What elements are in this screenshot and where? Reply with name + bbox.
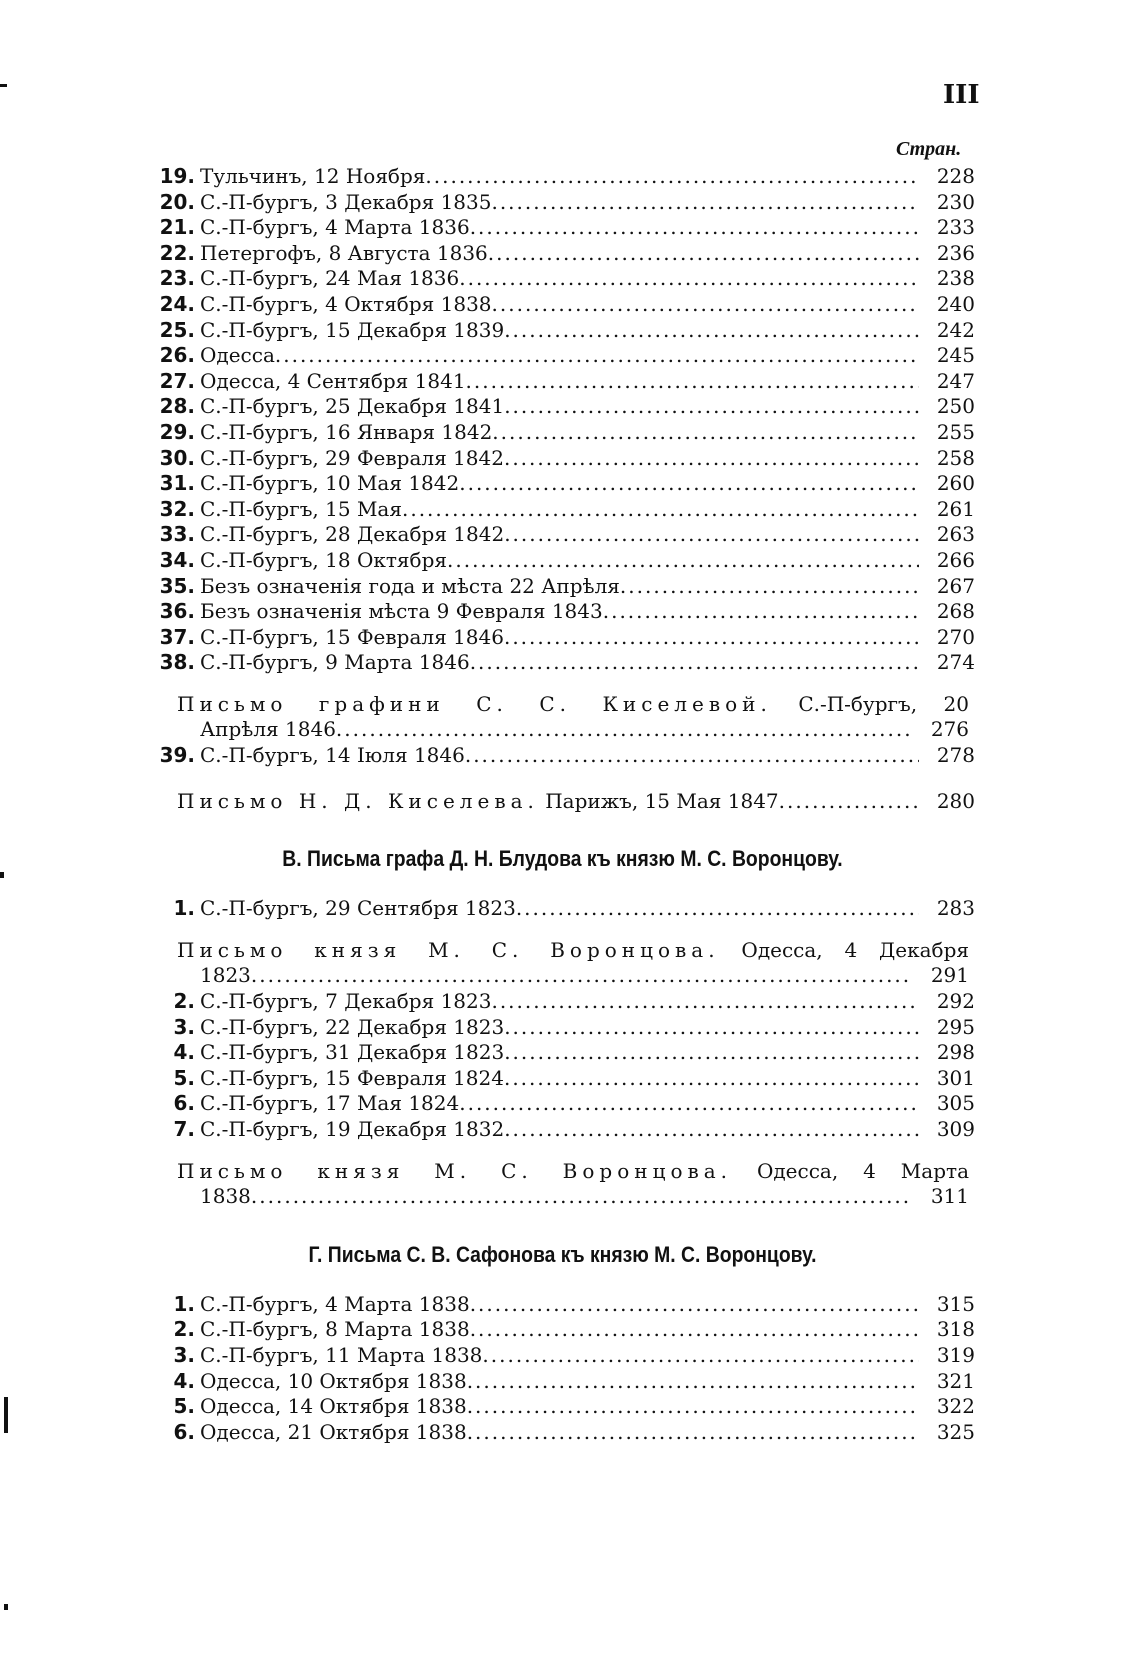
scan-edge-mark	[0, 84, 7, 87]
entry-number: 19.	[159, 164, 195, 188]
dot-leader	[492, 292, 919, 318]
page-ref: 292	[936, 989, 975, 1014]
entry-title: С.-П-бургъ, 8 Марта 1838	[200, 1317, 470, 1342]
scan-edge-mark	[4, 1397, 8, 1433]
scan-edge-mark	[0, 872, 4, 878]
toc-entry	[150, 599, 975, 625]
page-ref: 295	[936, 1014, 975, 1039]
toc-entry	[150, 420, 975, 446]
toc-entry	[150, 625, 975, 651]
page-ref: 325	[936, 1419, 975, 1444]
entry-title: Одесса, 21 Октября 1838	[200, 1419, 467, 1444]
entry-number: 30.	[159, 445, 195, 470]
entry-title: Безъ означенія года и мѣста 22 Апрѣля	[200, 573, 620, 598]
entry-title: С.-П-бургъ, 15 Февраля 1846	[200, 624, 504, 649]
toc-entry	[150, 896, 975, 922]
page-ref: 242	[936, 317, 975, 342]
entry-title: С.-П-бургъ, 14 Іюля 1846	[200, 743, 465, 768]
page-ref: 260	[936, 471, 975, 496]
dot-leader	[459, 471, 919, 497]
entry-number: 21.	[159, 215, 195, 240]
dot-leader	[402, 497, 919, 523]
page-ref: 270	[936, 624, 975, 649]
entry-number: 32.	[159, 496, 195, 521]
scan-edge-mark	[4, 1604, 8, 1610]
section-heading-b: В. Письма графа Д. Н. Блудова къ князю М. С. Воронцову.	[282, 846, 843, 872]
entry-title: Тульчинъ, 12 Ноября	[200, 164, 426, 188]
entry-title: С.-П-бургъ, 29 Сентября 1823	[200, 896, 516, 921]
page-ref: 318	[936, 1317, 975, 1342]
dot-leader	[425, 164, 919, 190]
letter-kiseleva	[150, 692, 975, 743]
toc-entry	[150, 241, 975, 267]
entry-title: С.-П-бургъ, 10 Мая 1842	[200, 471, 460, 496]
dot-leader	[470, 1317, 919, 1343]
dot-leader	[459, 266, 919, 292]
page-ref: 321	[936, 1368, 975, 1393]
dot-leader	[275, 343, 919, 369]
toc-entry	[150, 1040, 975, 1066]
dot-leader	[488, 241, 919, 267]
letter-continuation: Апрѣля 1846	[200, 717, 336, 742]
dot-leader	[504, 1040, 919, 1066]
dot-leader	[447, 548, 919, 574]
dot-leader	[504, 1117, 919, 1143]
toc-entry	[150, 1343, 975, 1369]
entry-number: 25.	[159, 317, 195, 342]
entry-number: 27.	[159, 368, 195, 393]
table-of-contents	[150, 164, 975, 1445]
entry-number: 23.	[159, 266, 195, 291]
entries-block-a	[150, 164, 975, 676]
toc-entry	[150, 989, 975, 1015]
toc-entry	[150, 1394, 975, 1420]
entry-number: 5.	[173, 1394, 195, 1419]
page-ref: 283	[936, 896, 975, 921]
dot-leader	[491, 190, 919, 216]
entry-number: 2.	[173, 1317, 195, 1342]
page-ref: 266	[936, 547, 975, 572]
entry-title: Одесса, 10 Октября 1838	[200, 1368, 467, 1393]
page-ref: 274	[936, 650, 975, 675]
letter-vorontsov-2	[150, 1159, 975, 1210]
entry-number: 36.	[159, 599, 195, 624]
dot-leader	[470, 215, 919, 241]
toc-entry	[150, 1117, 975, 1143]
dot-leader	[620, 574, 919, 600]
dot-leader	[482, 1343, 919, 1369]
page-column-label: Стран.	[896, 138, 962, 160]
entry-number: 26.	[159, 343, 195, 368]
dot-leader	[504, 1066, 919, 1092]
dot-leader	[467, 1420, 919, 1446]
page-ref: 247	[936, 368, 975, 393]
page-ref: 298	[936, 1040, 975, 1065]
entry-title: С.-П-бургъ, 29 Февраля 1842	[200, 445, 504, 470]
page-ref: 261	[936, 496, 975, 521]
dot-leader	[504, 1015, 919, 1041]
dot-leader	[504, 522, 919, 548]
dot-leader	[251, 963, 913, 989]
entry-title: С.-П-бургъ, 7 Декабря 1823	[200, 989, 492, 1014]
entry-number: 3.	[173, 1014, 195, 1039]
dot-leader	[470, 650, 919, 676]
entry-number: 34.	[159, 547, 195, 572]
entry-title: С.-П-бургъ, 15 Февраля 1824	[200, 1065, 504, 1090]
dot-leader	[251, 1184, 913, 1210]
toc-entry	[150, 574, 975, 600]
entry-number: 39.	[159, 743, 195, 768]
entry-number: 1.	[173, 1291, 195, 1316]
page-ref: 233	[936, 215, 975, 240]
entry-title: Петергофъ, 8 Августа 1836	[200, 240, 488, 265]
page-ref: 238	[936, 266, 975, 291]
dot-leader	[467, 1394, 919, 1420]
entry-title: С.-П-бургъ, 3 Декабря 1835	[200, 189, 492, 214]
entry-title: С.-П-бургъ, 9 Марта 1846	[200, 650, 470, 675]
page-ref: 236	[936, 240, 975, 265]
entry-title: С.-П-бургъ, 15 Декабря 1839	[200, 317, 505, 342]
page-ref: 301	[936, 1065, 975, 1090]
dot-leader	[459, 1091, 919, 1117]
toc-entry	[150, 522, 975, 548]
entry-number: 33.	[159, 522, 195, 547]
letter-author: Письмо Н. Д. Киселева.	[177, 788, 539, 813]
dot-leader	[504, 318, 919, 344]
entry-title: С.-П-бургъ, 11 Марта 1838	[200, 1342, 483, 1367]
letter-vorontsov-1	[150, 938, 975, 989]
entry-number: 7.	[173, 1117, 195, 1141]
page-ref: 255	[936, 419, 975, 444]
dot-leader	[465, 743, 919, 769]
toc-entry	[150, 266, 975, 292]
page-ref: 268	[936, 599, 975, 624]
entry-number: 22.	[159, 240, 195, 265]
dot-leader	[491, 989, 919, 1015]
entry-title: Одесса, 4 Сентября 1841	[200, 368, 466, 393]
toc-entry	[150, 1420, 975, 1446]
page-ref: 311	[930, 1184, 969, 1209]
toc-entry	[150, 548, 975, 574]
toc-entry	[150, 1015, 975, 1041]
letter-continuation: 1838	[200, 1184, 251, 1209]
page-ref: 278	[936, 743, 975, 768]
page-ref: 319	[936, 1342, 975, 1367]
toc-entry	[150, 164, 975, 190]
entry-number: 2.	[173, 989, 195, 1014]
toc-entry	[150, 394, 975, 420]
entry-number: 38.	[159, 650, 195, 675]
page-ref: 245	[936, 343, 975, 368]
entry-title: С.-П-бургъ, 31 Декабря 1823	[200, 1040, 505, 1065]
toc-entry	[150, 1317, 975, 1343]
entry-number: 6.	[173, 1419, 195, 1444]
toc-entry	[150, 650, 975, 676]
entry-number: 5.	[173, 1065, 195, 1090]
entry-title: С.-П-бургъ, 4 Марта 1838	[200, 1291, 470, 1316]
dot-leader	[504, 446, 919, 472]
page-ref: 263	[936, 522, 975, 547]
dot-leader	[603, 599, 919, 625]
entry-number: 20.	[159, 189, 195, 214]
entry-number: 4.	[173, 1368, 195, 1393]
page-number: III	[943, 80, 980, 110]
toc-entry	[150, 343, 975, 369]
dot-leader	[336, 717, 913, 743]
toc-entry	[150, 190, 975, 216]
toc-entry	[150, 497, 975, 523]
letter-author: Письмо князя М. С. Воронцова.	[177, 1158, 733, 1183]
entry-title: С.-П-бургъ, 4 Марта 1836	[200, 215, 470, 240]
toc-entry	[150, 1292, 975, 1318]
entry-title: С.-П-бургъ, 28 Декабря 1842	[200, 522, 505, 547]
toc-entry	[150, 471, 975, 497]
entry-number: 35.	[159, 573, 195, 598]
toc-entry	[150, 1066, 975, 1092]
entry-title: С.-П-бургъ, 22 Декабря 1823	[200, 1014, 505, 1039]
page-ref: 280	[936, 788, 975, 813]
page-ref: 230	[936, 189, 975, 214]
entry-number: 1.	[173, 896, 195, 921]
dot-leader	[504, 394, 919, 420]
toc-entry	[150, 369, 975, 395]
dot-leader	[466, 369, 919, 395]
entry-number: 3.	[173, 1342, 195, 1367]
page-ref: 291	[930, 963, 969, 988]
page-ref: 305	[936, 1091, 975, 1116]
toc-entry	[150, 292, 975, 318]
entries-block-b	[150, 989, 975, 1143]
page-ref: 250	[936, 394, 975, 419]
letter-author: Письмо графини С. С. Киселевой.	[177, 691, 772, 716]
page-ref: 240	[936, 291, 975, 316]
toc-entry	[150, 1369, 975, 1395]
entry-title: С.-П-бургъ, 24 Мая 1836	[200, 266, 460, 291]
letter-place-date: Парижъ, 15 Мая 1847	[545, 788, 779, 813]
letter-kiselev	[150, 789, 975, 815]
dot-leader	[504, 625, 919, 651]
dot-leader	[467, 1369, 919, 1395]
entry-number: 6.	[173, 1091, 195, 1116]
entry-number: 29.	[159, 419, 195, 444]
dot-leader	[492, 420, 919, 446]
entry-title: С.-П-бургъ, 17 Мая 1824	[200, 1091, 460, 1116]
letter-continuation: 1823	[200, 963, 251, 988]
entry-number: 28.	[159, 394, 195, 419]
entry-number: 31.	[159, 471, 195, 496]
entry-title: С.-П-бургъ, 25 Декабря 1841	[200, 394, 505, 419]
toc-entry	[150, 318, 975, 344]
letter-place-date: Одесса, 4 Декабря	[741, 937, 969, 962]
entry-title: С.-П-бургъ, 15 Мая	[200, 496, 402, 521]
page-ref: 267	[936, 573, 975, 598]
letter-author: Письмо князя М. С. Воронцова.	[177, 937, 720, 962]
entry-title: Одесса	[200, 343, 275, 368]
toc-entry	[150, 215, 975, 241]
page-ref: 309	[936, 1117, 975, 1141]
page-ref: 228	[936, 164, 975, 188]
page-ref: 315	[936, 1291, 975, 1316]
page-ref: 258	[936, 445, 975, 470]
letter-place-date: С.-П-бургъ, 20	[798, 691, 969, 716]
entry-title: Безъ означенія мѣста 9 Февраля 1843	[200, 599, 603, 624]
entry-title: С.-П-бургъ, 16 Января 1842	[200, 419, 493, 444]
toc-entry	[150, 446, 975, 472]
entry-title: С.-П-бургъ, 18 Октября	[200, 547, 447, 572]
entry-title: С.-П-бургъ, 4 Октября 1838	[200, 291, 492, 316]
entries-block-g	[150, 1292, 975, 1446]
entry-title: Одесса, 14 Октября 1838	[200, 1394, 467, 1419]
dot-leader	[470, 1292, 919, 1318]
letter-place-date: Одесса, 4 Марта	[756, 1158, 969, 1183]
dot-leader	[779, 789, 919, 815]
toc-entry	[150, 743, 975, 769]
entry-number: 4.	[173, 1040, 195, 1065]
section-heading-g: Г. Письма С. В. Сафонова къ князю М. С. Воронцову.	[308, 1241, 817, 1267]
entry-title: С.-П-бургъ, 19 Декабря 1832	[200, 1117, 505, 1141]
page-ref: 276	[930, 717, 969, 742]
dot-leader	[516, 896, 919, 922]
page-ref: 322	[936, 1394, 975, 1419]
entry-number: 37.	[159, 624, 195, 649]
entry-number: 24.	[159, 291, 195, 316]
toc-entry	[150, 1091, 975, 1117]
